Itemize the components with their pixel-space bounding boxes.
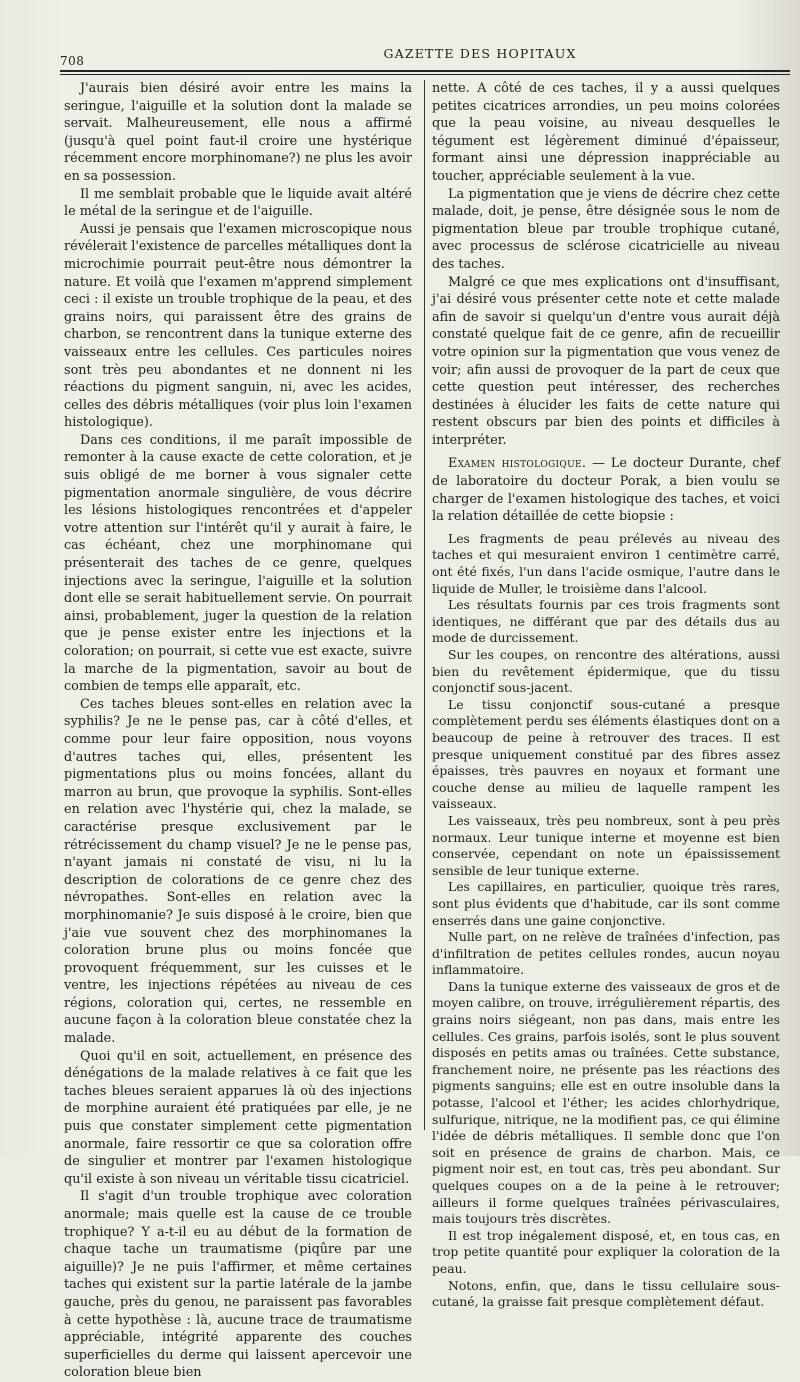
journal-title: GAZETTE DES HOPITAUX: [383, 46, 577, 61]
paragraph: La pigmentation que je viens de décrire chez cette malade, doit, je pense, être désignée sous le nom de pigmentation bleue par trouble trophique cutané, avec processus de sclérose cicatricielle au niveau des taches.: [432, 186, 780, 272]
report-paragraph: Les fragments de peau prélevés au niveau des taches et qui mesuraient environ 1 centimètre carré, ont été fixés, l'un dans l'acide osmique, l'autre dans le liquide de Muller, le troisième dans l'alcool.: [432, 530, 780, 596]
report-paragraph: Les capillaires, en particulier, quoique très rares, sont plus évidents que d'habitude, car ils sont comme enserrés dans une gaine conjonctive.: [432, 879, 780, 928]
paragraph: Il me semblait probable que le liquide avait altéré le métal de la seringue et de l'aiguille.: [64, 186, 412, 220]
paragraph: J'aurais bien désiré avoir entre les mains la seringue, l'aiguille et la solution dont la malade se servait. Malheureusement, elle nous a affirmé (jusqu'à quel point faut-il croire une hystérique récemment encore morphinomane?) ne plus les avoir en sa possession.: [64, 81, 412, 184]
report-paragraph: Nulle part, on ne relève de traînées d'infection, pas d'infiltration de petites cellules rondes, aucun noyau inflammatoire.: [432, 929, 780, 978]
histology-intro: [432, 455, 780, 525]
paragraph: Aussi je pensais que l'examen microscopique nous révélerait l'existence de parcelles métalliques dont la microchimie pourrait peut-être nous démontrer la nature. Et voilà que l'examen m'apprend simplement ceci : il existe un trouble trophique de la peau, et des grains noirs, qui paraissent être des grains de charbon, se rencontrent dans la tunique externe des vaisseaux entre les cellules. Ces particules noires sont très peu abondantes et ne donnent ni les réactions du pigment sanguin, ni, avec les acides, celles des débris métalliques (voir plus loin l'examen histologique).: [64, 221, 412, 431]
report-paragraph: Les vaisseaux, très peu nombreux, sont à peu près normaux. Leur tunique interne et moyenne est bien conservée, cependant on note un épaississement sensible de leur tunique externe.: [432, 812, 780, 878]
paragraph: Ces taches bleues sont-elles en relation avec la syphilis? Je ne le pense pas, car à côté d'elles, et comme pour leur faire opposition, nous voyons d'autres taches qui, elles, présentent les pigmentations plus ou moins foncées, allant du marron au brun, que provoque la syphilis. Sont-elles en relation avec l'hystérie qui, chez la malade, se caractérise presque exclusivement par le rétrécissement du champ visuel? Je ne le pense pas, n'ayant jamais ni constaté de visu, ni lu la description de colorations de ce genre chez des névropathes. Sont-elles en relation avec la morphinomanie? Je suis disposé à le croire, bien que j'aie vue souvent chez des morphinomanes la coloration brune plus ou moins foncée que provoquent fréquemment, sur les cuisses et le ventre, les injections répétées au niveau de ces régions, coloration qui, certes, ne ressemble en aucune façon à la coloration bleue constatée chez la malade.: [64, 696, 412, 1047]
paragraph: Quoi qu'il en soit, actuellement, en présence des dénégations de la malade relatives à ce fait que les taches bleues seraient apparues là où des injections de morphine auraient été pratiquées par elle, je ne puis que constater simplement cette pigmentation anormale, faire ressortir ce que sa coloration offre de singulier et montrer par l'examen histologique qu'il existe à son niveau un véritable tissu cicatriciel.: [64, 1048, 412, 1187]
report-paragraph: Le tissu conjonctif sous-cutané a presque complètement perdu ses éléments élastiques dont on a beaucoup de peine à retrouver des traces. Il est presque uniquement constitué par des fibres assez épaisses, très pauvres en noyaux et formant une couche dense au milieu de laquelle rampent les vaisseaux.: [432, 696, 780, 812]
report-paragraph: Dans la tunique externe des vaisseaux de gros et de moyen calibre, on trouve, irrégulièrement répartis, des grains noirs siégeant, non pas dans, mais entre les cellules. Ces grains, parfois isolés, sont le plus souvent disposés en petits amas ou traînées. Cette substance, franchement noire, ne présente pas les réactions des pigments sanguins; elle est en outre insoluble dans la potasse, l'alcool et l'éther; les acides chlorhydrique, sulfurique, nitrique, ne la modifient pas, ce qui élimine l'idée de débris métalliques. Il semble donc que l'on soit en présence de grains de charbon. Mais, ce pigment noir est, en tout cas, très peu abondant. Sur quelques coupes on a de la peine à le retrouver; ailleurs il forme quelques traînées périvasculaires, mais toujours très discrètes.: [432, 978, 780, 1227]
report-paragraph: Il est trop inégalement disposé, et, en tous cas, en trop petite quantité pour expliquer la coloration de la peau.: [432, 1227, 780, 1276]
biopsy-report: [432, 531, 780, 1311]
paragraph: Dans ces conditions, il me paraît impossible de remonter à la cause exacte de cette coloration, et je suis obligé de me borner à vous signaler cette pigmentation anormale singulière, de vous décrire les lésions histologiques rencontrées et d'appeler votre attention sur l'intérêt qu'il y aurait à faire, le cas échéant, chez une morphinomane qui présenterait des taches de ce genre, quelques injections avec la seringue, l'aiguille et la solution dont elle se serait habituellement servie. On pourrait ainsi, probablement, juger la question de la relation que je pense exister entre les injections et la coloration; on pourrait, si cette vue est exacte, suivre la marche de la pigmentation, savoir au bout de combien de temps elle apparaît, etc.: [64, 432, 412, 695]
header-rule-thin: [60, 74, 790, 75]
paragraph: Il s'agit d'un trouble trophique avec coloration anormale; mais quelle est la cause de ce trouble trophique? Y a-t-il eu au début de la formation de chaque tache un traumatisme (piqûre par une aiguille)? Je ne puis l'affirmer, et même certaines taches qui existent sur la partie latérale de la jambe gauche, près du genou, ne paraissent pas favorables à cette hypothèse : là, aucune trace de traumatisme appréciable, intégrité apparente des couches superficielles du derme qui laissent apercevoir une coloration bleue bien: [64, 1189, 412, 1381]
report-paragraph: Sur les coupes, on rencontre des altérations, aussi bien du revêtement épidermique, que du tissu conjonctif sous-jacent.: [432, 647, 780, 696]
report-paragraph: Les résultats fournis par ces trois fragments sont identiques, ne différant que par des détails dus au mode de durcissement.: [432, 597, 780, 646]
section-heading: Examen histologique.: [448, 456, 587, 472]
paragraph-continued: nette. A côté de ces taches, il y a aussi quelques petites cicatrices arrondies, un peu moins colorées que la peau voisine, au niveau desquelles le tégument est légèrement diminué d'épaisseur, formant ainsi une dépression inappréciable au toucher, appréciable seulement à la vue.: [432, 81, 780, 184]
histology-intro-text: — Le docteur Durante, chef de laboratoire du docteur Porak, a bien voulu se charger de l'examen histologique des taches, et voici la relation détaillée de cette biopsie :: [432, 456, 780, 525]
header-rule-thick: [60, 70, 790, 72]
column-divider: [424, 80, 425, 1130]
running-head: [60, 44, 790, 68]
left-column: [64, 80, 412, 1382]
right-column: [432, 80, 780, 1311]
report-paragraph: Notons, enfin, que, dans le tissu cellulaire sous-cutané, la graisse fait presque complètement défaut.: [432, 1277, 780, 1310]
paragraph: Malgré ce que mes explications ont d'insuffisant, j'ai désiré vous présenter cette note et cette malade afin de savoir si quelqu'un d'entre vous aurait déjà constaté quelque fait de ce genre, afin de recueillir votre opinion sur la pigmentation que vous venez de voir; afin aussi de provoquer de la part de ceux que cette question peut intéresser, des recherches destinées à élucider les faits de cette nature qui restent obscurs par bien des points et difficiles à interpréter.: [432, 274, 780, 448]
page-number: 708: [60, 54, 85, 68]
